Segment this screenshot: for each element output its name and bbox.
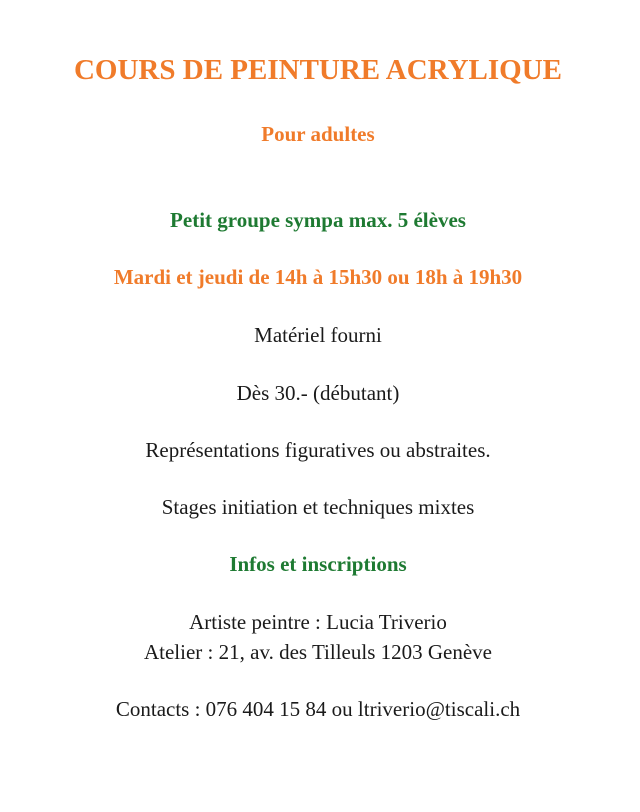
flyer-title: COURS DE PEINTURE ACRYLIQUE: [73, 54, 563, 86]
representations-text: Représentations figuratives ou abstraites.: [145, 438, 491, 462]
group-size-text: Petit groupe sympa max. 5 élèves: [170, 208, 466, 232]
price-text: Dès 30.- (débutant): [236, 381, 400, 405]
material-text: Matériel fourni: [254, 323, 382, 347]
artist-text: Artiste peintre : Lucia Triverio: [189, 610, 447, 634]
stages-text: Stages initiation et techniques mixtes: [161, 495, 475, 519]
flyer-subtitle: Pour adultes: [261, 122, 375, 146]
atelier-address: Atelier : 21, av. des Tilleuls 1203 Genève: [143, 640, 492, 664]
contacts-text: Contacts : 076 404 15 84 ou ltriverio@tiscali.ch: [115, 697, 521, 721]
infos-heading: Infos et inscriptions: [229, 552, 407, 576]
schedule-text: Mardi et jeudi de 14h à 15h30 ou 18h à 19h30: [113, 265, 523, 289]
